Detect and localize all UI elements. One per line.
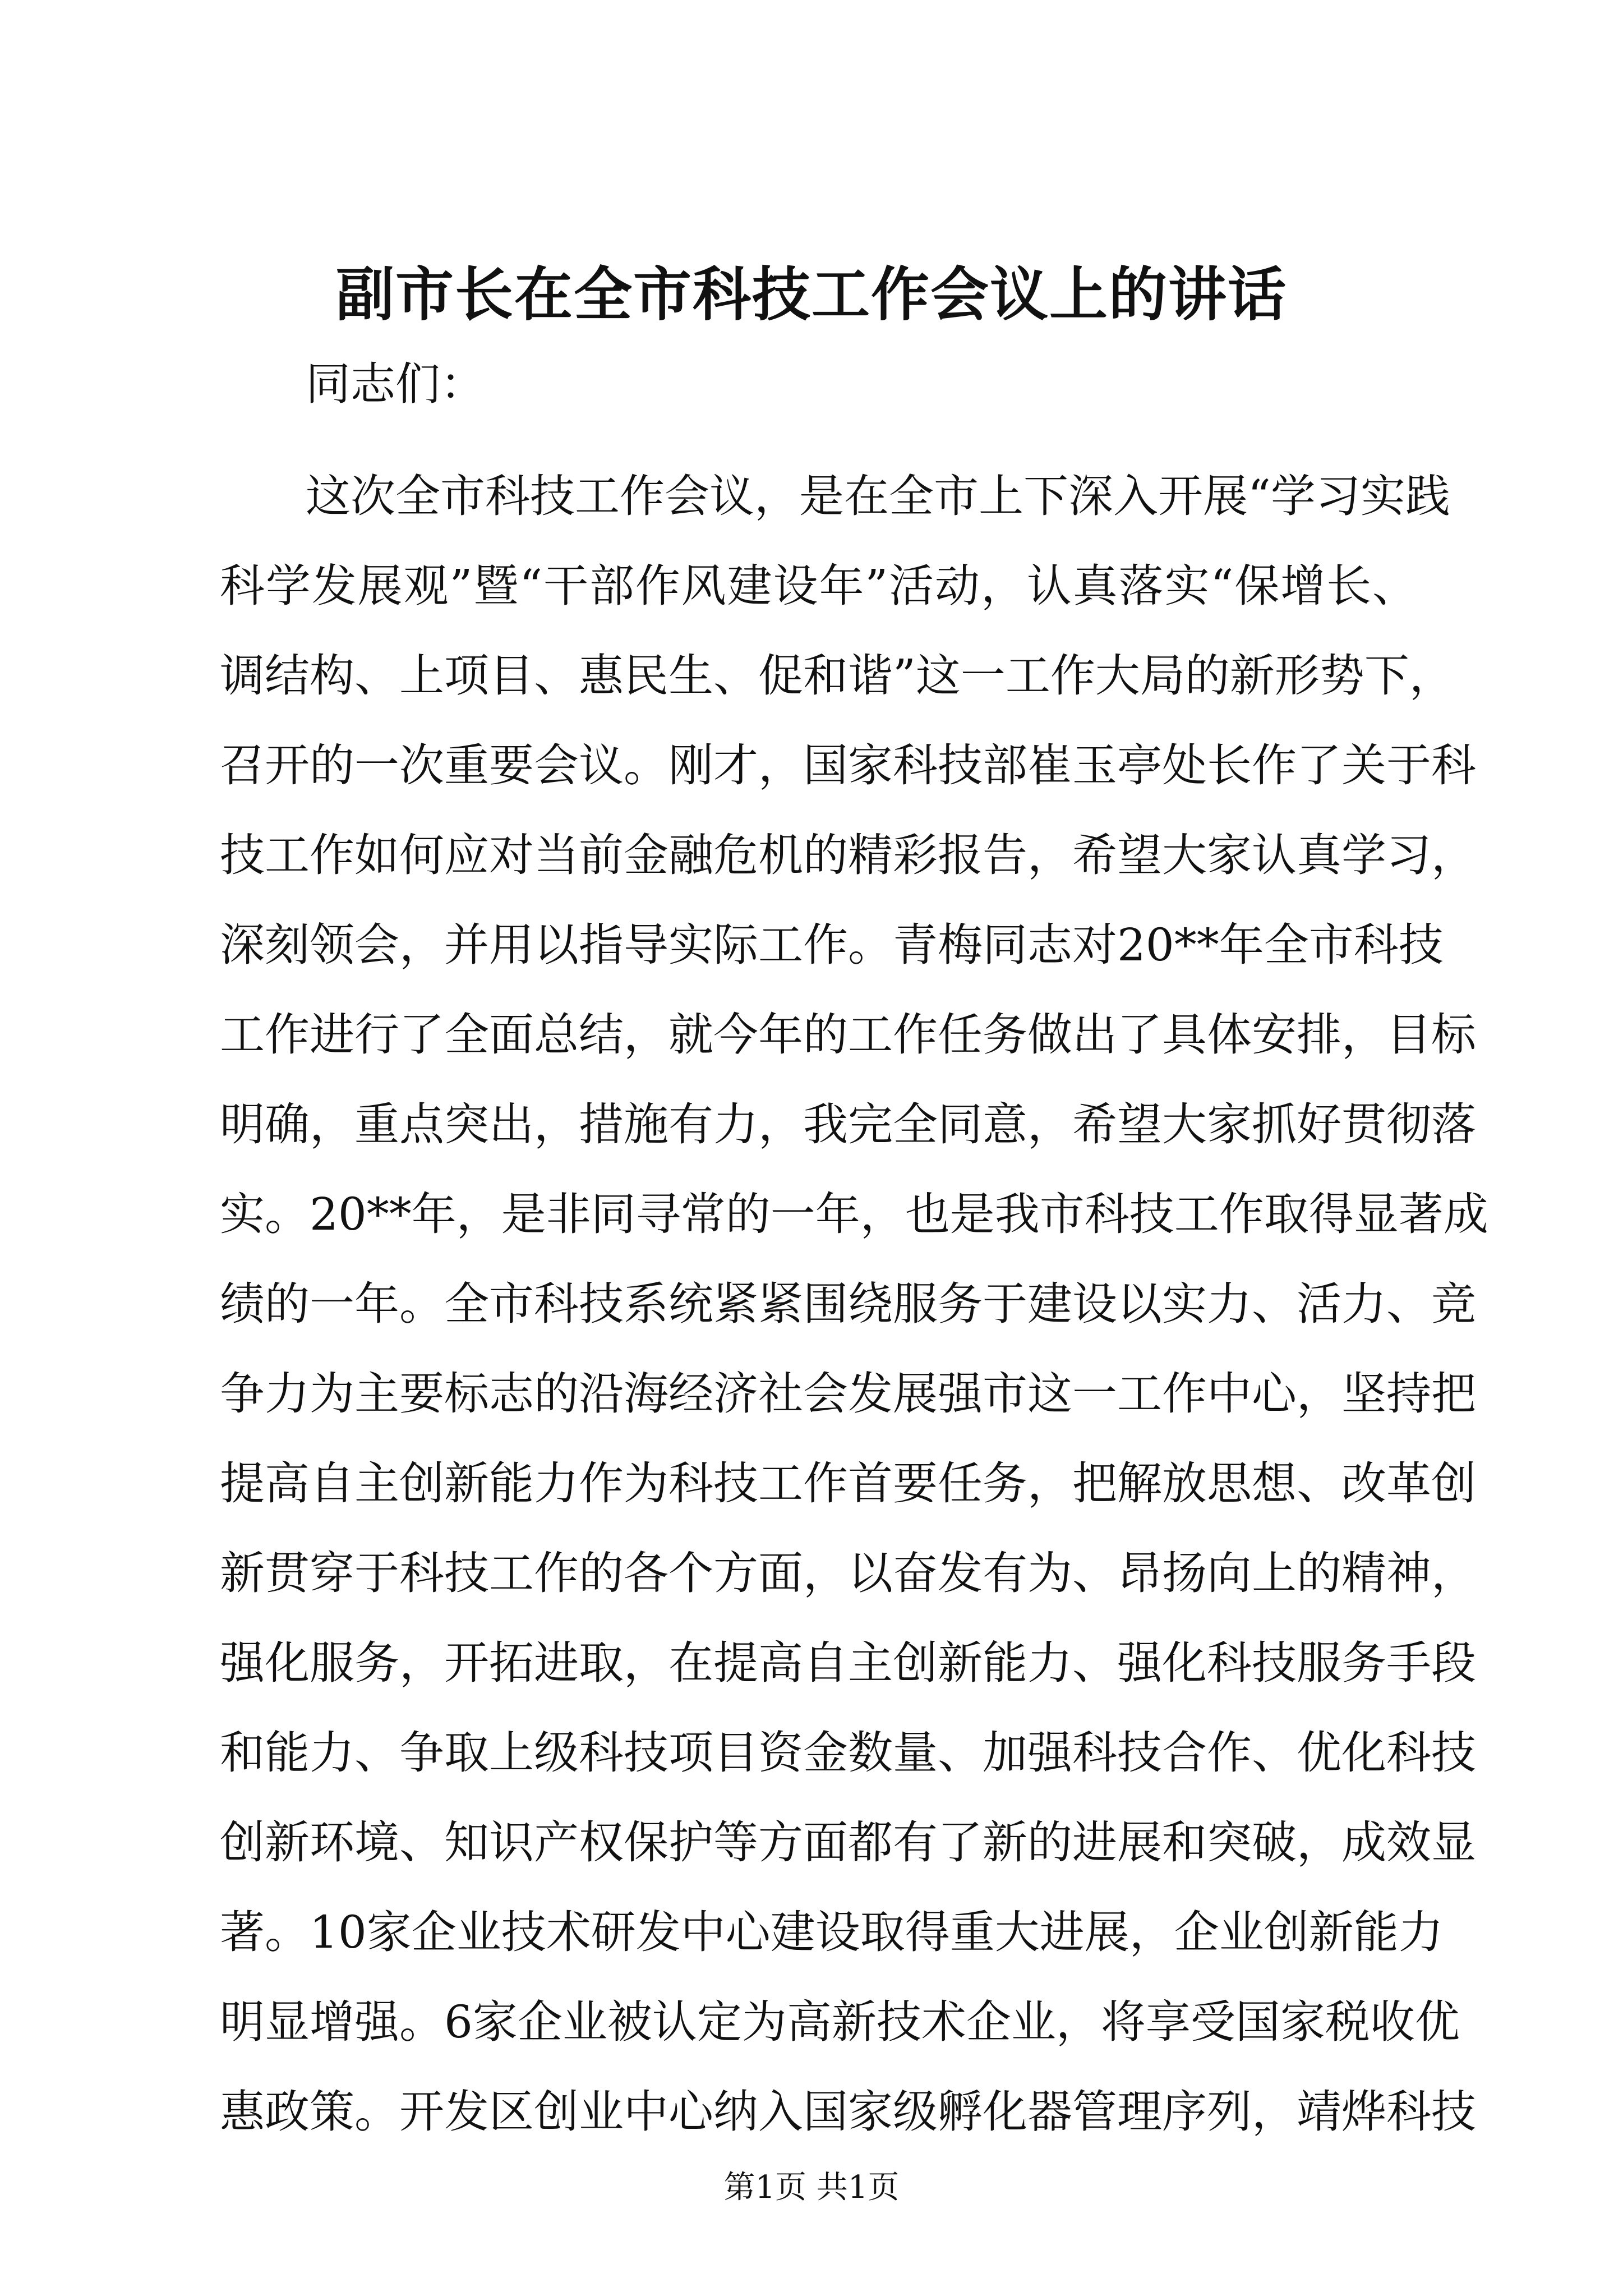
body-line: 明显增强。6家企业被认定为高新技术企业，将享受国家税收优 <box>220 1996 1460 2048</box>
body-line: 著。10家企业技术研发中心建设取得重大进展，企业创新能力 <box>220 1906 1444 1958</box>
body-line: 这次全市科技工作会议，是在全市上下深入开展“学习实践 <box>306 470 1450 522</box>
body-line: 新贯穿于科技工作的各个方面，以奋发有为、昂扬向上的精神， <box>220 1547 1476 1599</box>
body-line: 科学发展观”暨“干部作风建设年”活动，认真落实“保增长、 <box>220 560 1417 612</box>
body-line: 争力为主要标志的沿海经济社会发展强市这一工作中心，坚持把 <box>220 1368 1476 1420</box>
body-line: 深刻领会，并用以指导实际工作。青梅同志对20**年全市科技 <box>220 919 1444 971</box>
body-line: 调结构、上项目、惠民生、促和谐”这一工作大局的新形势下， <box>220 650 1454 702</box>
body-line: 强化服务，开拓进取，在提高自主创新能力、强化科技服务手段 <box>220 1637 1476 1689</box>
body-line: 工作进行了全面总结，就今年的工作任务做出了具体安排，目标 <box>220 1009 1476 1061</box>
body-line: 提高自主创新能力作为科技工作首要任务，把解放思想、改革创 <box>220 1457 1476 1510</box>
page-footer: 第1页 共1页 <box>723 2169 900 2206</box>
body-line: 和能力、争取上级科技项目资金数量、加强科技合作、优化科技 <box>220 1727 1476 1779</box>
body-line: 召开的一次重要会议。刚才，国家科技部崔玉亭处长作了关于科 <box>220 739 1476 792</box>
body-line: 创新环境、知识产权保护等方面都有了新的进展和突破，成效显 <box>220 1816 1476 1869</box>
body-line: 明确，重点突出，措施有力，我完全同意，希望大家抓好贯彻落 <box>220 1098 1476 1151</box>
body-line: 惠政策。开发区创业中心纳入国家级孵化器管理序列，靖烨科技 <box>220 2086 1476 2138</box>
greeting: 同志们： <box>306 358 485 410</box>
body-line: 技工作如何应对当前金融危机的精彩报告，希望大家认真学习， <box>220 829 1476 881</box>
body-line: 实。20**年，是非同寻常的一年，也是我市科技工作取得显著成 <box>220 1188 1488 1240</box>
body-line: 绩的一年。全市科技系统紧紧围绕服务于建设以实力、活力、竞 <box>220 1278 1476 1330</box>
document-title: 副市长在全市科技工作会议上的讲话 <box>335 260 1287 329</box>
